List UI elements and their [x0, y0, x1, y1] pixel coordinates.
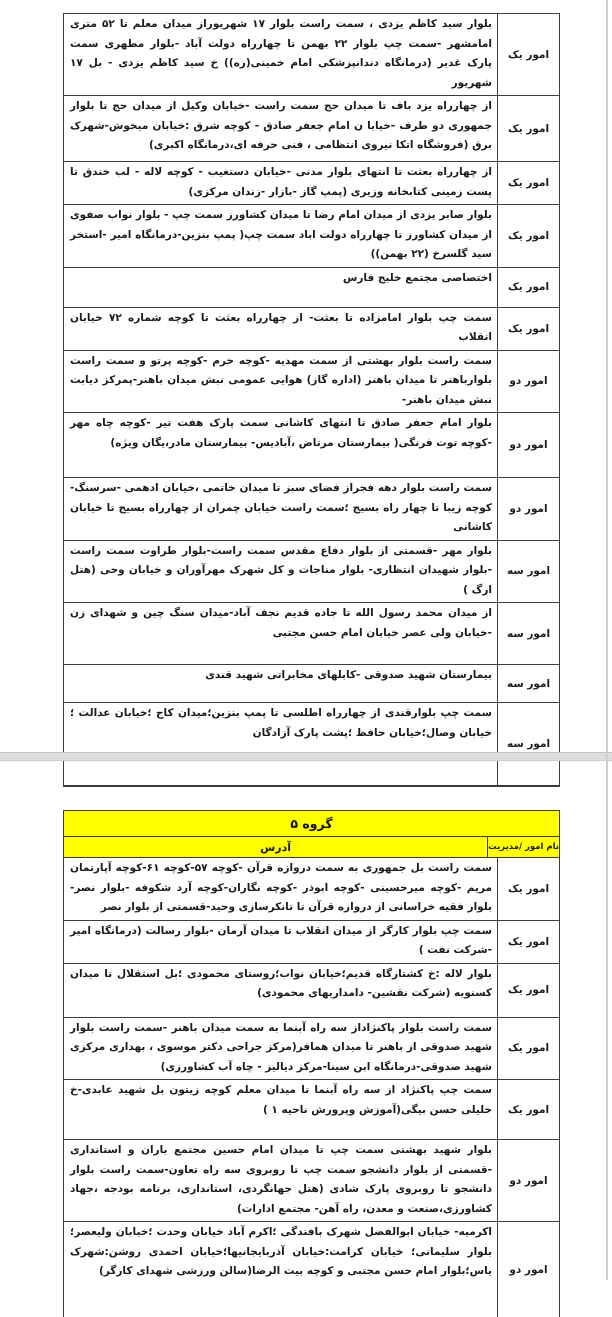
dept-cell: امور یک: [497, 1018, 559, 1080]
table-row: [64, 964, 559, 1018]
dept-cell: امور سه: [497, 665, 559, 702]
table-row: [64, 858, 559, 921]
dept-cell: امور یک: [497, 162, 559, 204]
dept-cell: امور دو: [497, 478, 559, 540]
district-table-group5: [63, 810, 560, 1317]
group-title: گروه ۵: [64, 811, 559, 837]
address-cell: سمت چپ بلوار کارگر از میدان انقلاب تا میدان آرمان -بلوار رسالت (درمانگاه امیر -شرکت نفت ): [70, 924, 492, 956]
dept-cell: امور یک: [497, 964, 559, 1017]
dept-cell: امور یک: [497, 268, 559, 307]
page-edge-line: [606, 0, 608, 1280]
dept-cell: امور یک: [497, 858, 559, 920]
address-cell: بلوار سید کاظم یزدی ، سمت راست بلوار ۱۷ شهریوراز میدان معلم تا ۵۲ متری امامشهر -سمت چپ بلوار ۲۲ بهمن تا چهارراه دولت آباد -بلوار مطهری سمت پارک غدیر (درمانگاه دندانپزشکی امام خمینی(ره)) خ سید کاظم یزدی - بل ۱۷ شهریور: [70, 18, 492, 89]
column-header-row: [64, 837, 559, 858]
table-row: [64, 1018, 559, 1081]
column-header-address: آدرس: [260, 840, 292, 854]
address-cell: از چهارراه بعثت تا انتهای بلوار مدنی -خیابان دستغیب - کوچه لاله - لب خندق تا پست زمینی کتابخانه وزیری (پمپ گاز -بازار -زندان مرکزی): [70, 166, 492, 198]
table-row: [64, 162, 559, 205]
address-cell: بلوار مهر -قسمتی از بلوار دفاع مقدس سمت راست-بلوار طراوت سمت راست -بلوار شهیدان انتظاری- بلوار مناجات و کل شهرک مهرآوران و خیابان وحی (هتل ارگ ): [70, 544, 492, 596]
address-cell: بلوار لاله :خ کشتارگاه قدیم؛خیابان نواب؛روستای محمودی ؛بل استقلال تا میدان کسنویه (شرکت نقشین- دامداریهای محمودی): [70, 967, 492, 999]
dept-cell: امور یک: [497, 921, 559, 963]
address-cell: بلوار صابر یزدی از میدان امام رضا تا میدان کشاورز سمت چپ - بلوار نواب صفوی از میدان کشاورز تا چهارراه دولت اباد سمت چپ( پمپ بنزین-درمانگاه امیر -استخر سید گلسرخ (۲۲ بهمن)): [70, 209, 492, 260]
address-cell: سمت راست بلوار بهشتی از سمت مهدیه -کوچه خرم -کوچه پرتو و سمت راست بلوارباهنر تا میدان باهنر (اداره گاز) هوایی عمومی نبش میدان باهنر-پمرکز دیابت نبش میدان باهنر-: [70, 354, 492, 406]
dept-cell: امور دو: [497, 351, 559, 413]
dept-cell: امور یک: [497, 308, 559, 350]
table-row: [64, 1140, 559, 1222]
address-cell: سمت راست بلوار دهه فجراز فضای سبز تا میدان خاتمی ،خیابان ادهمی -سرسنگ-کوچه زیبا تا چهار راه بسیج ؛سمت راست خیابان چمران از چهارراه بسیج تا خیابان کاشانی: [70, 482, 492, 533]
address-cell: اکرمیه- خیابان ابوالفضل شهرک بافندگی ؛اکرم آباد خیابان وحدت ؛خیابان ولیعصر؛بلوار سلیمانی؛ خیابان کرامت:خیابان آذربایجانیها؛خیابان احمدی روشن:شهرک یاس؛بلوار امام حسن مجتبی و کوچه بیت الرضا(سالن ورزشی شهدای کارگر): [70, 1226, 492, 1277]
address-cell: سمت چپ پاکنژاد از سه راه آبنما تا میدان معلم کوچه زیتون بل شهید عابدی-خ خلیلی حسن بیگی(آموزش وپرورش ناحیه ۱ ): [70, 1084, 492, 1116]
table-row: [64, 351, 559, 414]
page-break-separator: [0, 752, 612, 761]
address-cell: سمت راست بل جمهوری به سمت دروازه قرآن -کوچه ۵۷-کوچه ۶۱-کوچه آپارتمان مریم -کوچه میرحسینی -کوچه ابوذر -کوچه نگاران-کوچه آرد شکوفه -بلوار نصر-بلوار فقیه خراسانی از دروازه قرآن تا تانکرسازی وحید-قسمتی از بلوار نصر: [70, 862, 492, 913]
column-header-dept: نام امور /مدیریت: [487, 837, 559, 857]
table-row: [64, 308, 559, 351]
table-row: [64, 205, 559, 268]
table-row: [64, 1222, 559, 1317]
dept-cell: امور یک: [497, 1080, 559, 1139]
address-cell: اختصاصی مجتمع خلیج فارس: [342, 271, 492, 284]
address-cell: بلوار امام جعفر صادق تا انتهای کاشانی سمت پارک هفت تیر -کوچه چاه مهر -کوچه توت فرنگی( بیمارستان مرتاض ،آبادیس- بیمارستان مادر،یگان ویژه): [70, 417, 492, 449]
dept-cell: امور سه: [497, 603, 559, 664]
dept-cell: امور سه: [497, 541, 559, 603]
address-cell: از میدان محمد رسول الله تا جاده قدیم نجف آباد-میدان سنگ چین و شهدای زن -خیابان ولی عصر خیابان امام حسن مجتبی: [70, 607, 492, 639]
table-row: [64, 413, 559, 478]
address-cell: بیمارستان شهید صدوقی -کابلهای مخابراتی شهید قندی: [205, 669, 492, 681]
table-row: [64, 921, 559, 964]
address-cell: سمت چپ بلوار امامزاده تا بعثت- از چهارراه بعثت تا کوچه شماره ۷۲ خیابان انقلاب: [70, 311, 492, 343]
table-row: [64, 478, 559, 541]
table-row: [64, 14, 559, 96]
district-table-upper: [63, 13, 560, 787]
dept-cell: امور دو: [497, 413, 559, 477]
table-row: [64, 96, 559, 162]
address-cell: از چهارراه یزد باف تا میدان حج سمت راست -خیابان وکیل از میدان حج تا بلوار جمهوری دو طرف -خیابا ن امام جعفر صادق - کوچه شرق :خیابان میخوش-شهرک برق (فروشگاه اتکا نیروی انتظامی ، فنی حرفه ای،درمانگاه اکبری): [70, 100, 492, 151]
table-row: [64, 603, 559, 665]
table-row: [64, 541, 559, 604]
table-row: [64, 268, 559, 308]
table-row: [64, 665, 559, 703]
address-cell: بلوار شهید بهشتی سمت چپ تا میدان امام حسین مجتمع باران و استانداری -قسمتی از بلوار دانشجو سمت چپ تا روبروی سه راه تعاون-سمت راست بلوار دانشجو تا روبروی پارک شادی (هتل جهانگردی، استانداری، برنامه بودجه ،جهاد کشاورزی،صنعت و معدن، راه آهن- مجتمع ادارات): [70, 1144, 492, 1215]
dept-cell: امور دو: [497, 1222, 559, 1317]
dept-cell: امور یک: [497, 14, 559, 95]
dept-cell: امور دو: [497, 1140, 559, 1221]
address-cell: سمت راست بلوار پاکنژاداز سه راه آبنما به سمت میدان باهنر -سمت راست بلوار شهید صدوقی از باهنر تا میدان همافر(مرکز جراحی دکتر موسوی ، بهداری مرکزی شهید صدوقی-درمانگاه ابن سینا-مرکز دیالیز - چاه آب کشاورزی): [70, 1021, 492, 1073]
table-row: [64, 1080, 559, 1140]
table-row: [64, 703, 559, 785]
dept-cell: امور سه: [497, 703, 559, 785]
dept-cell: امور یک: [497, 96, 559, 161]
dept-cell: امور یک: [497, 205, 559, 267]
address-cell: سمت چپ بلوارقندی از چهارراه اطلسی تا پمپ بنزین؛میدان کاج ؛خیابان عدالت ؛خیابان وصال؛خیابان حافظ ؛پشت پارک آزادگان: [70, 707, 492, 739]
